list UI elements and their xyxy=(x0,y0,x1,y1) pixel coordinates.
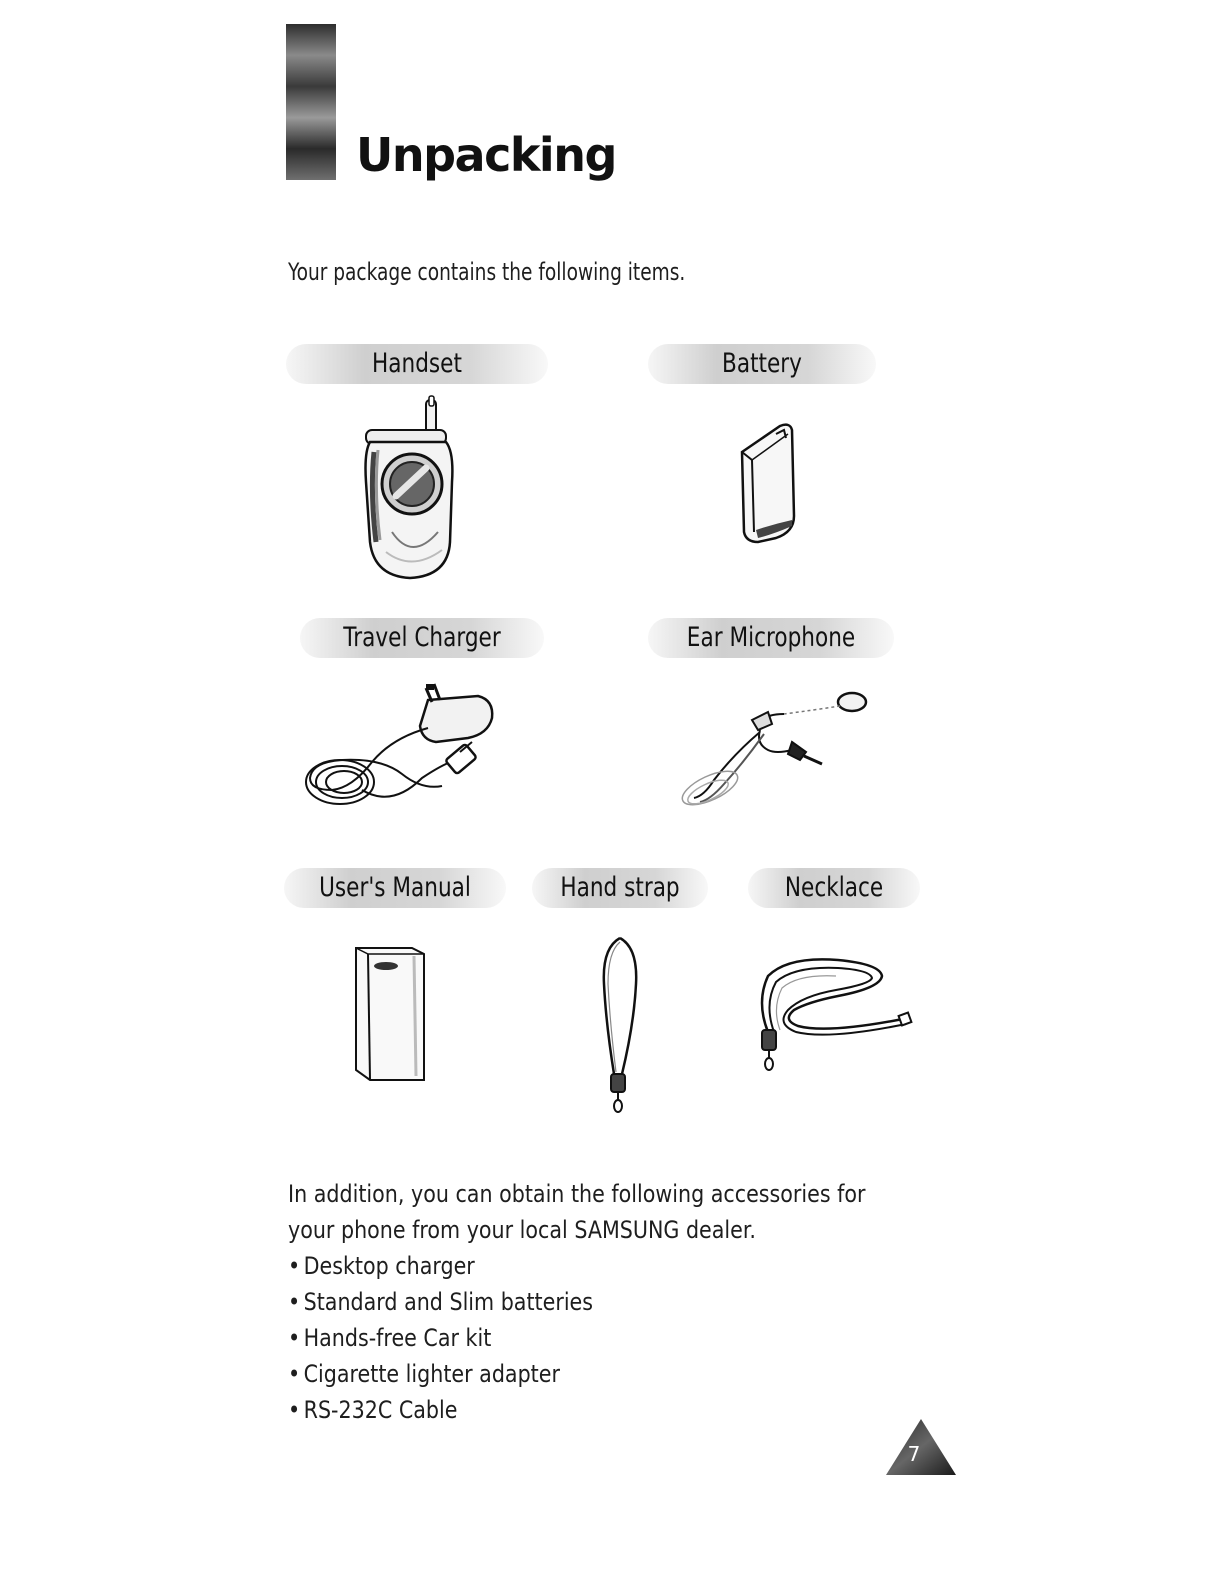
item-label-handset: Handset xyxy=(286,344,548,384)
item-label-battery: Battery xyxy=(648,344,876,384)
item-label-travel-charger: Travel Charger xyxy=(300,618,544,658)
list-item: • RS-232C Cable xyxy=(288,1392,993,1428)
title-decoration-bar xyxy=(286,24,336,180)
ear-microphone-icon xyxy=(664,684,874,814)
page-number: 7 xyxy=(907,1442,921,1466)
list-item: • Desktop charger xyxy=(288,1248,993,1284)
accessories-section xyxy=(288,1176,993,1428)
list-item: • Cigarette lighter adapter xyxy=(288,1356,993,1392)
list-item: • Standard and Slim batteries xyxy=(288,1284,993,1320)
accessories-intro-line-1: In addition, you can obtain the following accessories for xyxy=(288,1180,866,1208)
item-label-necklace: Necklace xyxy=(748,868,920,908)
item-label-ear-microphone: Ear Microphone xyxy=(648,618,894,658)
travel-charger-icon xyxy=(302,678,502,828)
accessories-list xyxy=(288,1248,993,1428)
hand-strap-icon xyxy=(596,934,646,1118)
page-title: Unpacking xyxy=(356,128,616,182)
manual-icon xyxy=(352,940,432,1082)
battery-icon xyxy=(730,420,810,550)
intro-text: Your package contains the following items. xyxy=(288,258,686,286)
item-label-hand-strap: Hand strap xyxy=(532,868,708,908)
item-label-users-manual: User's Manual xyxy=(284,868,506,908)
accessories-intro-line-2: your phone from your local SAMSUNG dealer. xyxy=(288,1216,756,1244)
necklace-icon xyxy=(748,952,920,1078)
list-item: • Hands-free Car kit xyxy=(288,1320,993,1356)
handset-icon xyxy=(356,392,466,582)
